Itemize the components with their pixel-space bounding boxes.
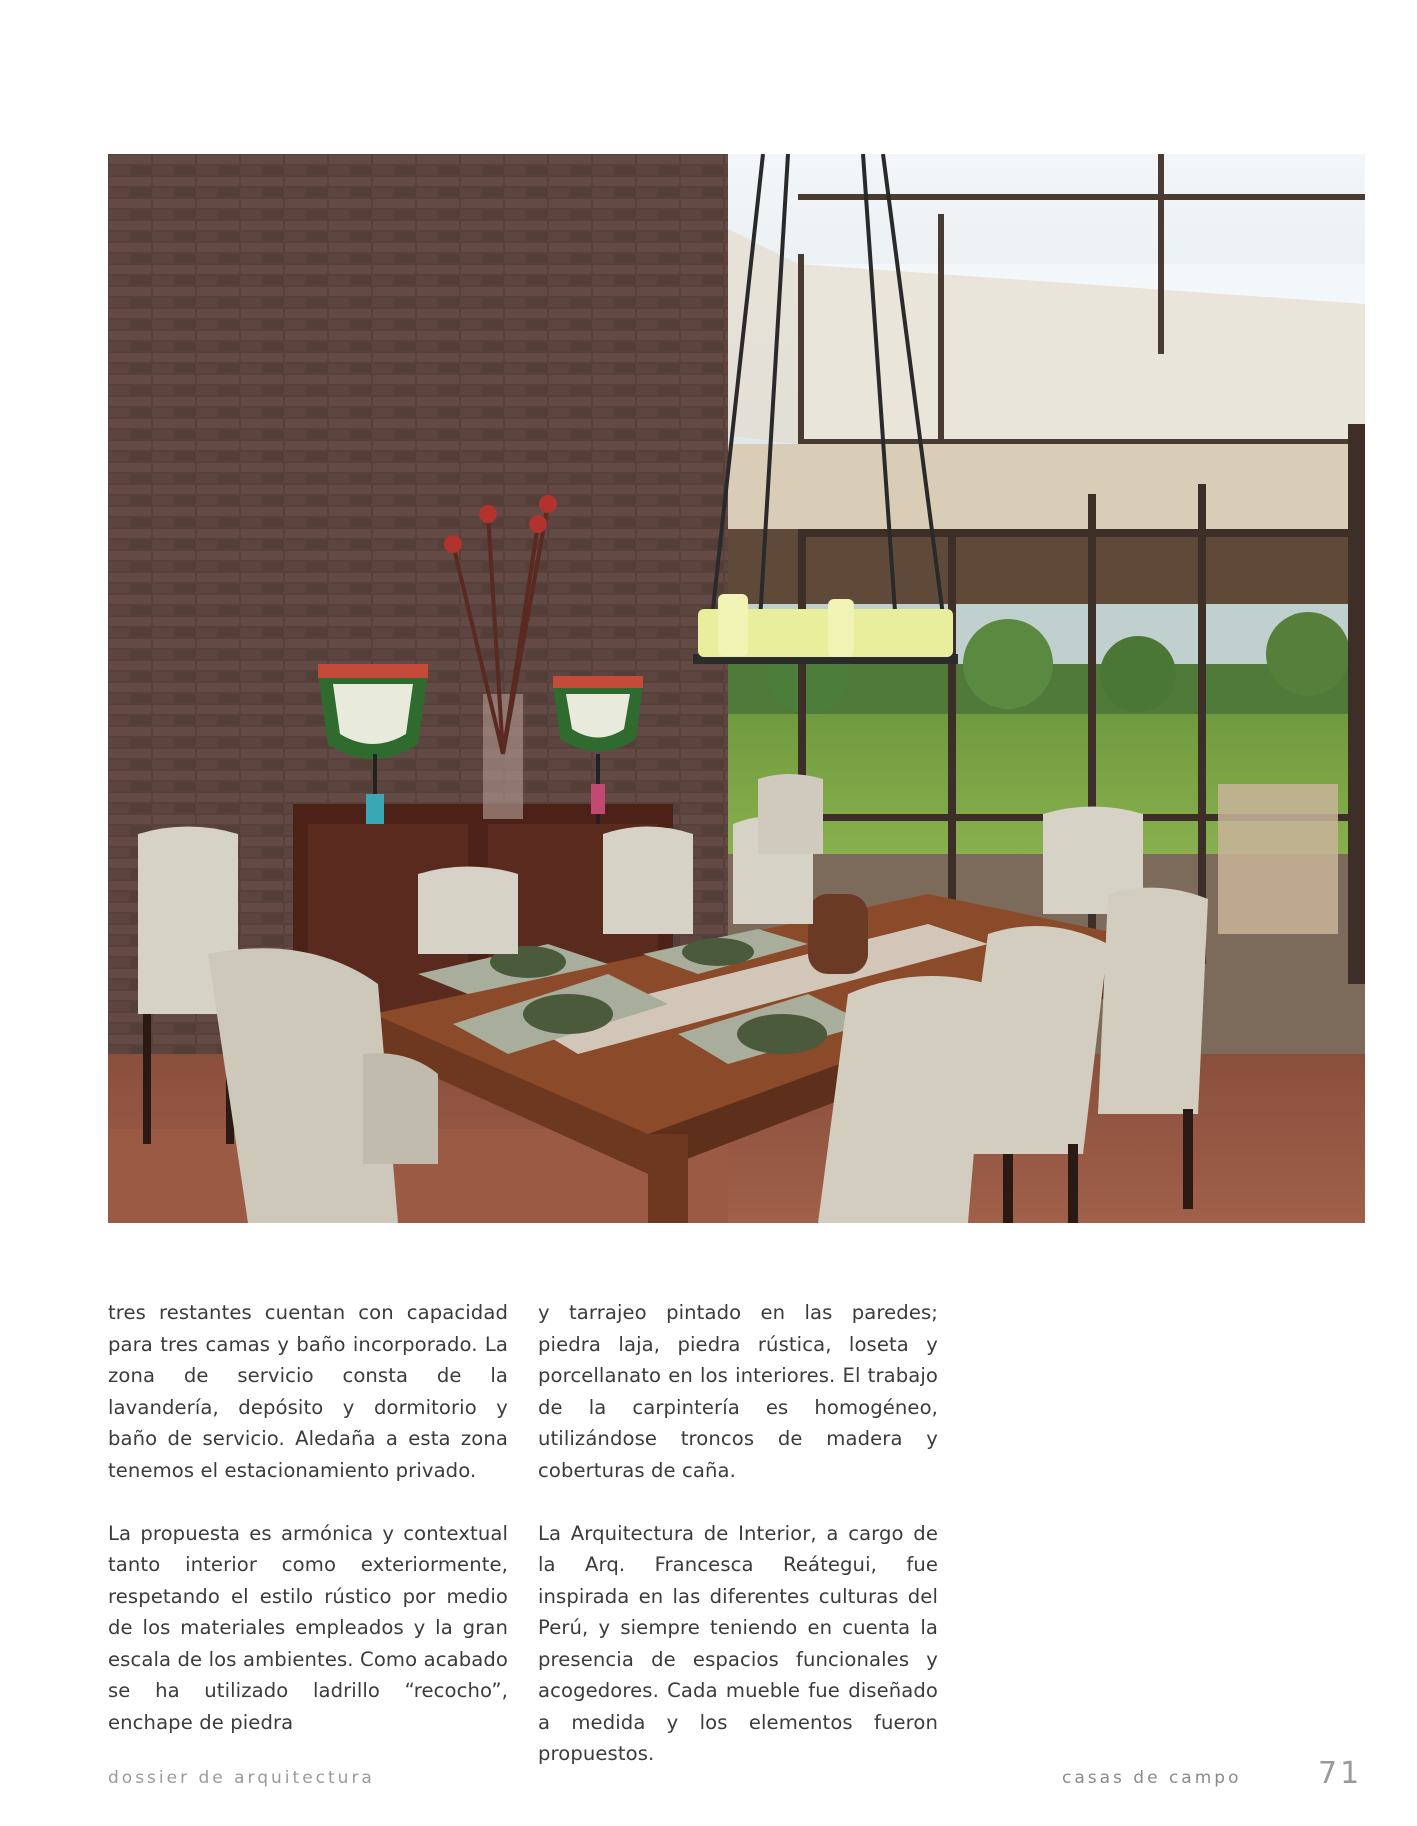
paragraph: y tarrajeo pintado en las paredes; piedra laja, piedra rústica, loseta y porcellanato en los interiores. El trabajo de la carpintería es homogéneo, utilizándose troncos de madera y coberturas de caña. xyxy=(538,1301,938,1482)
page-number: 71 xyxy=(1318,1756,1363,1791)
dining-room-photo xyxy=(108,154,1365,1223)
paragraph: La propuesta es armónica y contextual tanto interior como exteriormente, respetando el estilo rústico por medio de los materiales empleados y la gran escala de los ambientes. Como acabado se ha utilizado ladrillo “recocho”, enchape de piedra xyxy=(108,1521,508,1734)
paragraph: tres restantes cuentan con capacidad para tres camas y baño incorporado. La zona de servicio consta de la lavandería, depósito y dormitorio y baño de servicio. Aledaña a esta zona tenemos el estacionamiento privado. xyxy=(108,1301,508,1482)
body-text-left-column xyxy=(108,1297,508,1770)
paragraph: La Arquitectura de Interior, a cargo de la Arq. Francesca Reátegui, fue inspirada en las diferentes culturas del Perú, y siempre teniendo en cuenta la presencia de espacios funcionales y acogedores. Cada mueble fue diseñado a medida y los elementos fueron propuestos. xyxy=(538,1521,938,1765)
publication-name: dossier de arquitectura xyxy=(108,1768,375,1788)
section-name: casas de campo xyxy=(1062,1768,1242,1788)
body-text-right-column xyxy=(538,1297,938,1801)
